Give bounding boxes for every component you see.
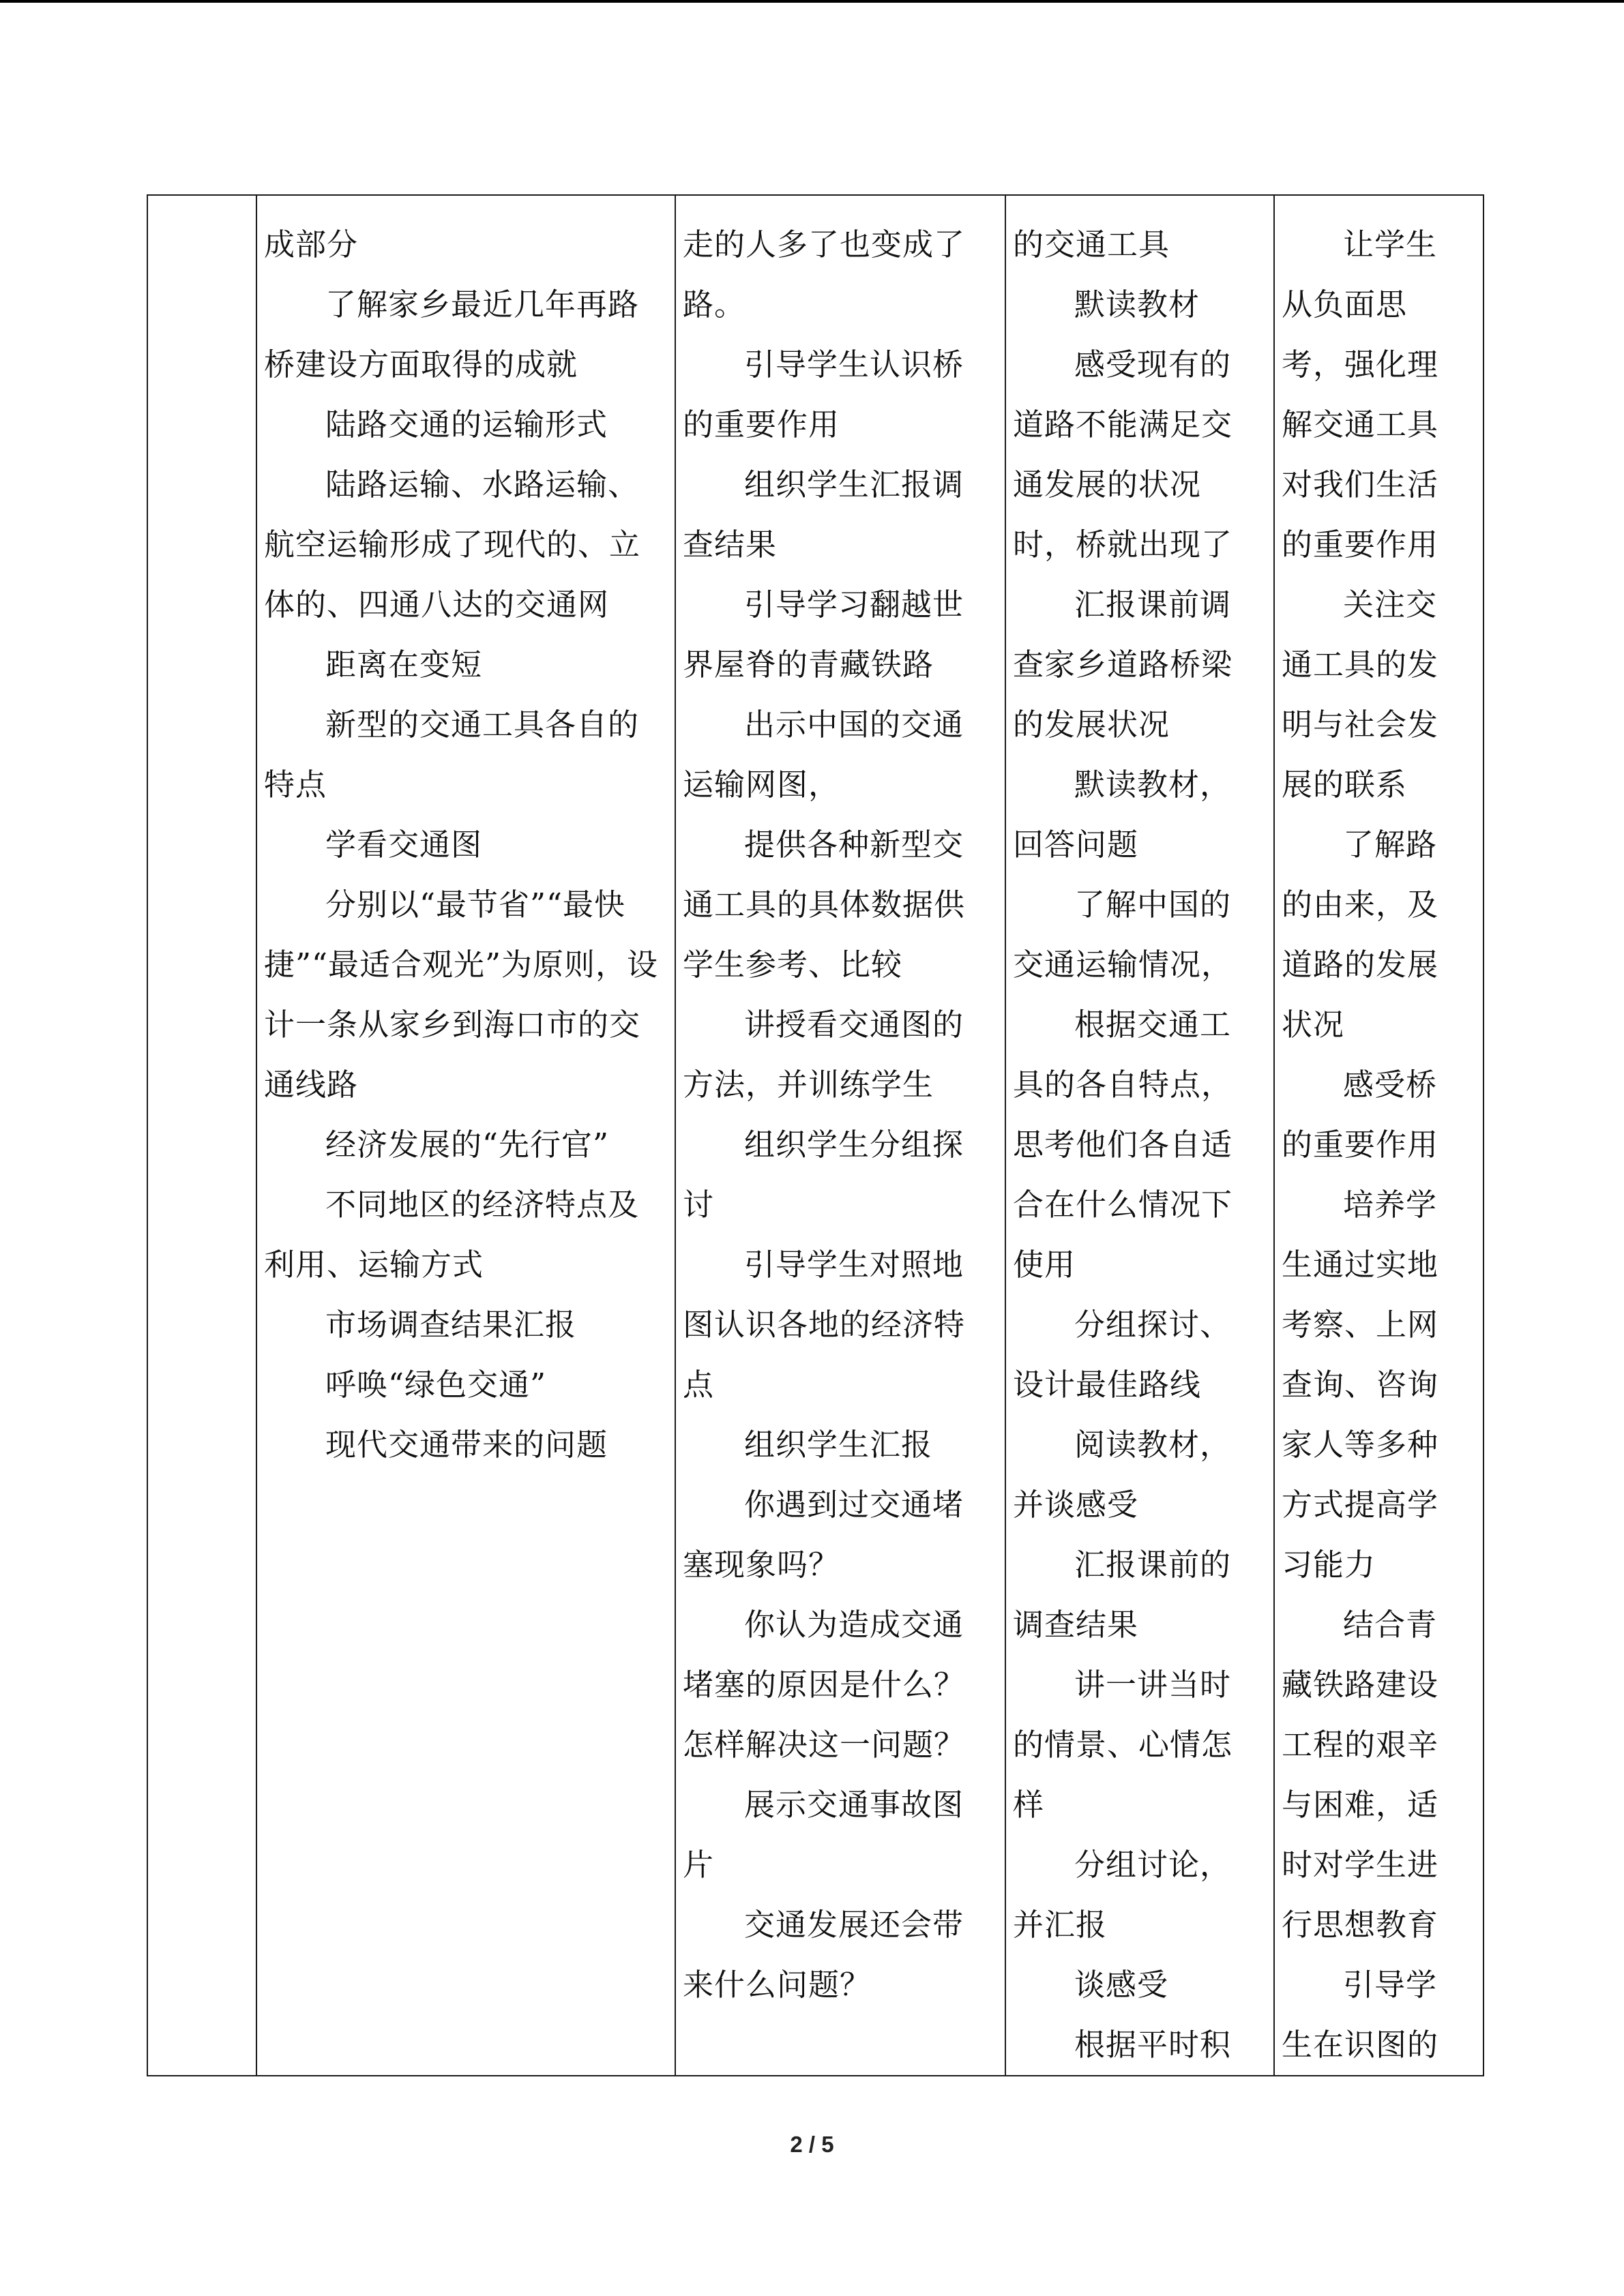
- paragraph: 分组探讨、设计最佳路线: [1013, 1307, 1232, 1403]
- paragraph: 引导学生认识桥的重要作用: [683, 346, 964, 443]
- paragraph: 了解中国的交通运输情况，: [1013, 886, 1233, 983]
- paragraph: 感受现有的道路不能满足交通发展的状况时，桥就出现了: [1013, 346, 1233, 563]
- teacher-activity-cell: [675, 195, 1005, 2076]
- paragraph: 不同地区的经济特点及利用、运输方式: [264, 1187, 640, 1283]
- design-intent-text: [1275, 196, 1483, 2075]
- design-intent-cell: [1274, 195, 1483, 2076]
- paragraph: 走的人多了也变成了路。: [683, 226, 966, 323]
- paragraph: 组织学生分组探讨: [683, 1127, 964, 1223]
- paragraph: 了解家乡最近几年再路桥建设方面取得的成就: [264, 286, 640, 383]
- student-activity-text: [1006, 196, 1273, 2075]
- paragraph: 你认为造成交通堵塞的原因是什么？怎样解决这一问题？: [683, 1607, 966, 1763]
- empty-cell: [147, 195, 256, 2076]
- paragraph: 谈感受: [1074, 1967, 1169, 2003]
- paragraph: 成部分: [264, 226, 359, 263]
- paragraph: 交通发展还会带来什么问题？: [683, 1907, 964, 2003]
- paragraph: 陆路交通的运输形式: [325, 406, 608, 443]
- page-number: 2 / 5: [790, 2132, 834, 2157]
- paragraph: 引导学生对照地图认识各地的经济特点: [683, 1247, 966, 1403]
- paragraph: 汇报课前调查家乡道路桥梁的发展状况: [1013, 586, 1233, 743]
- paragraph: 组织学生汇报调查结果: [683, 466, 964, 563]
- paragraph: 你遇到过交通堵塞现象吗？: [683, 1487, 964, 1583]
- table-row: [147, 195, 1483, 2076]
- paragraph: 距离在变短: [325, 646, 483, 683]
- content-cell: [256, 195, 675, 2076]
- paragraph: 现代交通带来的问题: [325, 1427, 608, 1463]
- paragraph: 引导学习翻越世界屋脊的青藏铁路: [683, 586, 964, 683]
- paragraph: 培养学生通过实地考察、上网查询、咨询家人等多种方式提高学习能力: [1282, 1187, 1439, 1583]
- paragraph: 关注交通工具的发明与社会发展的联系: [1282, 586, 1439, 803]
- paragraph: 讲授看交通图的方法，并训练学生: [683, 1007, 964, 1103]
- paragraph: 新型的交通工具各自的特点: [264, 706, 640, 803]
- teacher-activity-text: [676, 196, 1005, 2015]
- paragraph: 展示交通事故图片: [683, 1787, 964, 1883]
- paragraph: 分别以“最节省”“最快捷”“最适合观光”为原则，设计一条从家乡到海口市的交通线路: [264, 886, 659, 1103]
- paragraph: 默读教材，回答问题: [1013, 766, 1232, 863]
- paragraph: 呼唤“绿色交通”: [325, 1367, 547, 1403]
- paragraph: 组织学生汇报: [744, 1427, 933, 1463]
- lesson-plan-table: [147, 194, 1484, 2076]
- paragraph: 根据平时积: [1074, 2027, 1232, 2063]
- paragraph: 引导学生在识图的: [1282, 1967, 1439, 2063]
- paragraph: 学看交通图: [325, 826, 483, 863]
- paragraph: 根据交通工具的各自特点，思考他们各自适合在什么情况下使用: [1013, 1007, 1233, 1283]
- paragraph: 的交通工具: [1013, 226, 1170, 263]
- paragraph: 结合青藏铁路建设工程的艰辛与困难，适时对学生进行思想教育: [1282, 1607, 1439, 1943]
- paragraph: 分组讨论，并汇报: [1013, 1847, 1232, 1943]
- student-activity-cell: [1005, 195, 1274, 2076]
- content-text: [257, 196, 675, 1475]
- paragraph: 了解路的由来，及道路的发展状况: [1282, 826, 1439, 1043]
- paragraph: 汇报课前的调查结果: [1013, 1547, 1232, 1643]
- paragraph: 感受桥的重要作用: [1282, 1067, 1439, 1163]
- paragraph: 陆路运输、水路运输、航空运输形成了现代的、立体的、四通八达的交通网: [264, 466, 641, 623]
- top-border-line: [0, 0, 1624, 3]
- paragraph: 提供各种新型交通工具的具体数据供学生参考、比较: [683, 826, 966, 983]
- paragraph: 阅读教材，并谈感受: [1013, 1427, 1232, 1523]
- paragraph: 经济发展的“先行官”: [325, 1127, 610, 1163]
- paragraph: 默读教材: [1074, 286, 1200, 323]
- paragraph: 出示中国的交通运输网图，: [683, 706, 964, 803]
- paragraph: 讲一讲当时的情景、心情怎样: [1013, 1667, 1233, 1823]
- paragraph: 市场调查结果汇报: [325, 1307, 577, 1343]
- paragraph: 让学生从负面思考，强化理解交通工具对我们生活的重要作用: [1282, 226, 1439, 563]
